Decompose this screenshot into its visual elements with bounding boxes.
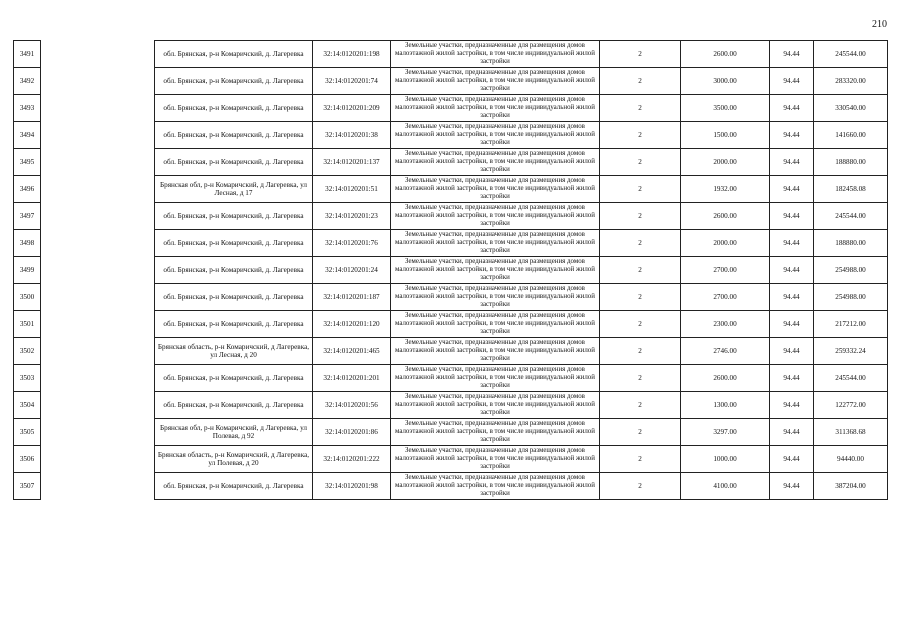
table-row (14, 176, 41, 203)
row-number-cell: 3493 (14, 95, 41, 122)
group-cell: 2 (600, 284, 681, 311)
row-number-cell: 3502 (14, 338, 41, 365)
group-cell: 2 (600, 95, 681, 122)
cadastral-number-cell: 32:14:0120201:98 (313, 473, 391, 500)
cadastral-number-cell: 32:14:0120201:74 (313, 68, 391, 95)
group-cell: 2 (600, 122, 681, 149)
row-number-cell: 3506 (14, 446, 41, 473)
cadastral-value-cell: 94440.00 (814, 446, 888, 473)
land-use-cell: Земельные участки, предназначенные для размещения домов малоэтажной жилой застройки, в том числе индивидуальной жилой застройки (391, 284, 600, 311)
land-use-cell: Земельные участки, предназначенные для размещения домов малоэтажной жилой застройки, в том числе индивидуальной жилой застройки (391, 311, 600, 338)
address-cell: обл. Брянская, р-н Комаричский, д. Лагеревка (155, 257, 313, 284)
table-row (14, 446, 41, 473)
table-row (14, 122, 41, 149)
address-cell: обл. Брянская, р-н Комаричский, д. Лагеревка (155, 365, 313, 392)
rate-cell: 94.44 (770, 338, 814, 365)
land-use-cell: Земельные участки, предназначенные для размещения домов малоэтажной жилой застройки, в том числе индивидуальной жилой застройки (391, 446, 600, 473)
land-use-cell: Земельные участки, предназначенные для размещения домов малоэтажной жилой застройки, в том числе индивидуальной жилой застройки (391, 419, 600, 446)
land-use-cell: Земельные участки, предназначенные для размещения домов малоэтажной жилой застройки, в том числе индивидуальной жилой застройки (391, 230, 600, 257)
cadastral-number-cell: 32:14:0120201:38 (313, 122, 391, 149)
group-cell: 2 (600, 176, 681, 203)
group-cell: 2 (600, 311, 681, 338)
cadastral-value-cell: 254988.00 (814, 284, 888, 311)
table-row (14, 257, 41, 284)
address-cell: Брянская обл, р-н Комаричский, д Лагеревка, ул Лесная, д 17 (155, 176, 313, 203)
cadastral-value-cell: 311368.68 (814, 419, 888, 446)
land-use-cell: Земельные участки, предназначенные для размещения домов малоэтажной жилой застройки, в том числе индивидуальной жилой застройки (391, 203, 600, 230)
cadastral-value-cell: 188880.00 (814, 149, 888, 176)
address-cell: обл. Брянская, р-н Комаричский, д. Лагеревка (155, 311, 313, 338)
row-number-cell: 3500 (14, 284, 41, 311)
rate-cell: 94.44 (770, 203, 814, 230)
table-row (14, 311, 41, 338)
group-cell: 2 (600, 203, 681, 230)
group-cell: 2 (600, 257, 681, 284)
table-row (155, 68, 888, 95)
address-cell: обл. Брянская, р-н Комаричский, д. Лагеревка (155, 230, 313, 257)
area-cell: 3297.00 (681, 419, 770, 446)
table-row (155, 149, 888, 176)
group-cell: 2 (600, 365, 681, 392)
row-number-cell: 3505 (14, 419, 41, 446)
table-row (14, 41, 41, 68)
address-cell: Брянская область, р-н Комаричский, д Лагеревка, ул Лесная, д 20 (155, 338, 313, 365)
rate-cell: 94.44 (770, 230, 814, 257)
address-cell: обл. Брянская, р-н Комаричский, д. Лагеревка (155, 473, 313, 500)
land-use-cell: Земельные участки, предназначенные для размещения домов малоэтажной жилой застройки, в том числе индивидуальной жилой застройки (391, 122, 600, 149)
group-cell: 2 (600, 68, 681, 95)
row-number-cell: 3501 (14, 311, 41, 338)
address-cell: обл. Брянская, р-н Комаричский, д. Лагеревка (155, 203, 313, 230)
address-cell: обл. Брянская, р-н Комаричский, д. Лагеревка (155, 95, 313, 122)
table-row (155, 419, 888, 446)
area-cell: 2000.00 (681, 230, 770, 257)
cadastral-value-cell: 254988.00 (814, 257, 888, 284)
cadastral-number-cell: 32:14:0120201:120 (313, 311, 391, 338)
area-cell: 2300.00 (681, 311, 770, 338)
table-row (155, 392, 888, 419)
land-use-cell: Земельные участки, предназначенные для размещения домов малоэтажной жилой застройки, в том числе индивидуальной жилой застройки (391, 365, 600, 392)
address-cell: обл. Брянская, р-н Комаричский, д. Лагеревка (155, 41, 313, 68)
rate-cell: 94.44 (770, 257, 814, 284)
rate-cell: 94.44 (770, 95, 814, 122)
land-use-cell: Земельные участки, предназначенные для размещения домов малоэтажной жилой застройки, в том числе индивидуальной жилой застройки (391, 257, 600, 284)
area-cell: 1932.00 (681, 176, 770, 203)
table-row (14, 392, 41, 419)
rate-cell: 94.44 (770, 446, 814, 473)
table-row (155, 176, 888, 203)
land-use-cell: Земельные участки, предназначенные для размещения домов малоэтажной жилой застройки, в том числе индивидуальной жилой застройки (391, 338, 600, 365)
cadastral-number-cell: 32:14:0120201:86 (313, 419, 391, 446)
address-cell: Брянская обл, р-н Комаричский, д Лагеревка, ул Полевая, д 92 (155, 419, 313, 446)
rate-cell: 94.44 (770, 365, 814, 392)
table-row (155, 203, 888, 230)
area-cell: 3500.00 (681, 95, 770, 122)
table-row (14, 419, 41, 446)
area-cell: 2600.00 (681, 203, 770, 230)
table-row (14, 203, 41, 230)
area-cell: 3000.00 (681, 68, 770, 95)
address-cell: обл. Брянская, р-н Комаричский, д. Лагеревка (155, 284, 313, 311)
land-use-cell: Земельные участки, предназначенные для размещения домов малоэтажной жилой застройки, в том числе индивидуальной жилой застройки (391, 392, 600, 419)
cadastral-value-cell: 330540.00 (814, 95, 888, 122)
group-cell: 2 (600, 338, 681, 365)
rate-cell: 94.44 (770, 176, 814, 203)
table-row (155, 284, 888, 311)
group-cell: 2 (600, 473, 681, 500)
rate-cell: 94.44 (770, 473, 814, 500)
table-row (155, 257, 888, 284)
cadastral-number-cell: 32:14:0120201:24 (313, 257, 391, 284)
area-cell: 4100.00 (681, 473, 770, 500)
table-row (155, 446, 888, 473)
cadastral-value-cell: 245544.00 (814, 41, 888, 68)
group-cell: 2 (600, 41, 681, 68)
cadastral-number-cell: 32:14:0120201:187 (313, 284, 391, 311)
cadastral-number-cell: 32:14:0120201:198 (313, 41, 391, 68)
row-number-cell: 3503 (14, 365, 41, 392)
row-number-cell: 3496 (14, 176, 41, 203)
table-row (155, 338, 888, 365)
rate-cell: 94.44 (770, 284, 814, 311)
row-number-cell: 3491 (14, 41, 41, 68)
land-use-cell: Земельные участки, предназначенные для размещения домов малоэтажной жилой застройки, в том числе индивидуальной жилой застройки (391, 473, 600, 500)
cadastral-number-cell: 32:14:0120201:222 (313, 446, 391, 473)
cadastral-number-cell: 32:14:0120201:465 (313, 338, 391, 365)
table-row (155, 122, 888, 149)
rate-cell: 94.44 (770, 122, 814, 149)
row-number-cell: 3504 (14, 392, 41, 419)
table-row (14, 149, 41, 176)
cadastral-value-cell: 245544.00 (814, 203, 888, 230)
land-use-cell: Земельные участки, предназначенные для размещения домов малоэтажной жилой застройки, в том числе индивидуальной жилой застройки (391, 41, 600, 68)
cadastral-number-cell: 32:14:0120201:76 (313, 230, 391, 257)
cadastral-value-cell: 217212.00 (814, 311, 888, 338)
cadastral-number-cell: 32:14:0120201:137 (313, 149, 391, 176)
area-cell: 2700.00 (681, 257, 770, 284)
land-use-cell: Земельные участки, предназначенные для размещения домов малоэтажной жилой застройки, в том числе индивидуальной жилой застройки (391, 95, 600, 122)
address-cell: обл. Брянская, р-н Комаричский, д. Лагеревка (155, 122, 313, 149)
land-use-cell: Земельные участки, предназначенные для размещения домов малоэтажной жилой застройки, в том числе индивидуальной жилой застройки (391, 149, 600, 176)
table-row (14, 95, 41, 122)
page-number: 210 (872, 19, 887, 30)
land-plots-table (154, 40, 888, 500)
table-row (14, 338, 41, 365)
cadastral-number-cell: 32:14:0120201:201 (313, 365, 391, 392)
address-cell: Брянская область, р-н Комаричский, д Лагеревка, ул Полевая, д 20 (155, 446, 313, 473)
table-row (155, 311, 888, 338)
row-number-cell: 3494 (14, 122, 41, 149)
cadastral-number-cell: 32:14:0120201:23 (313, 203, 391, 230)
area-cell: 2700.00 (681, 284, 770, 311)
rate-cell: 94.44 (770, 311, 814, 338)
land-use-cell: Земельные участки, предназначенные для размещения домов малоэтажной жилой застройки, в том числе индивидуальной жилой застройки (391, 68, 600, 95)
group-cell: 2 (600, 230, 681, 257)
area-cell: 2600.00 (681, 41, 770, 68)
address-cell: обл. Брянская, р-н Комаричский, д. Лагеревка (155, 392, 313, 419)
address-cell: обл. Брянская, р-н Комаричский, д. Лагеревка (155, 68, 313, 95)
group-cell: 2 (600, 392, 681, 419)
cadastral-value-cell: 141660.00 (814, 122, 888, 149)
cadastral-value-cell: 245544.00 (814, 365, 888, 392)
table-row (155, 473, 888, 500)
table-row (14, 284, 41, 311)
address-cell: обл. Брянская, р-н Комаричский, д. Лагеревка (155, 149, 313, 176)
area-cell: 2600.00 (681, 365, 770, 392)
table-row (155, 365, 888, 392)
table-row (14, 68, 41, 95)
group-cell: 2 (600, 419, 681, 446)
table-row (155, 230, 888, 257)
rate-cell: 94.44 (770, 392, 814, 419)
rate-cell: 94.44 (770, 149, 814, 176)
row-number-cell: 3492 (14, 68, 41, 95)
cadastral-value-cell: 122772.00 (814, 392, 888, 419)
cadastral-value-cell: 182458.08 (814, 176, 888, 203)
cadastral-number-cell: 32:14:0120201:51 (313, 176, 391, 203)
rate-cell: 94.44 (770, 419, 814, 446)
row-number-table (13, 40, 41, 500)
area-cell: 2746.00 (681, 338, 770, 365)
row-number-cell: 3507 (14, 473, 41, 500)
cadastral-number-cell: 32:14:0120201:209 (313, 95, 391, 122)
table-row (155, 95, 888, 122)
table-row (14, 365, 41, 392)
cadastral-value-cell: 188880.00 (814, 230, 888, 257)
table-row (14, 230, 41, 257)
cadastral-value-cell: 259332.24 (814, 338, 888, 365)
area-cell: 1300.00 (681, 392, 770, 419)
row-number-cell: 3499 (14, 257, 41, 284)
table-row (14, 473, 41, 500)
cadastral-value-cell: 283320.00 (814, 68, 888, 95)
area-cell: 1000.00 (681, 446, 770, 473)
table-row (155, 41, 888, 68)
cadastral-number-cell: 32:14:0120201:56 (313, 392, 391, 419)
row-number-cell: 3495 (14, 149, 41, 176)
row-number-cell: 3498 (14, 230, 41, 257)
land-use-cell: Земельные участки, предназначенные для размещения домов малоэтажной жилой застройки, в том числе индивидуальной жилой застройки (391, 176, 600, 203)
group-cell: 2 (600, 149, 681, 176)
rate-cell: 94.44 (770, 68, 814, 95)
area-cell: 2000.00 (681, 149, 770, 176)
group-cell: 2 (600, 446, 681, 473)
cadastral-value-cell: 387204.00 (814, 473, 888, 500)
area-cell: 1500.00 (681, 122, 770, 149)
row-number-cell: 3497 (14, 203, 41, 230)
rate-cell: 94.44 (770, 41, 814, 68)
